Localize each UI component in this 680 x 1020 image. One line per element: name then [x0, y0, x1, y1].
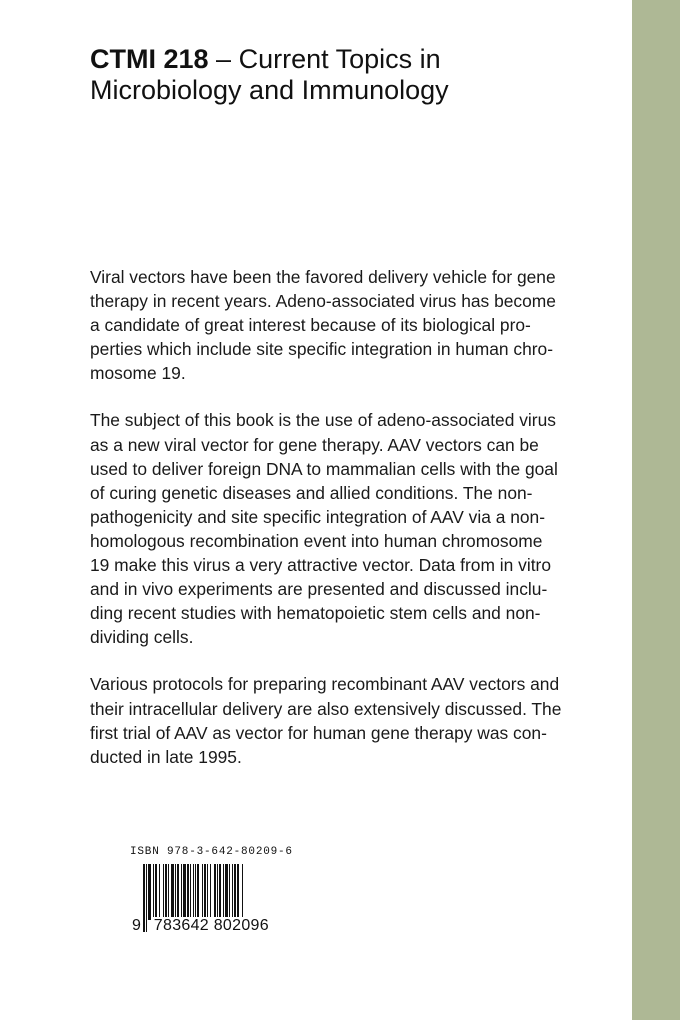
barcode-bar — [219, 864, 221, 920]
barcode-bar — [171, 864, 174, 920]
barcode-digits-rest: 783642 802096 — [153, 917, 269, 934]
barcode-bar — [210, 864, 211, 920]
barcode-bar — [163, 864, 164, 920]
barcode-digit-first: 9 — [132, 917, 141, 934]
series-title-line1: – Current Topics in — [208, 44, 441, 74]
barcode-bar — [214, 864, 216, 920]
barcode-bar — [181, 864, 182, 920]
barcode-bar — [204, 864, 206, 920]
barcode-bar — [197, 864, 199, 920]
series-title-line2: Microbiology and Immunology — [90, 75, 449, 105]
series-code: CTMI 218 — [90, 44, 209, 74]
isbn-label: ISBN 978-3-642-80209-6 — [130, 846, 293, 858]
barcode-bar — [237, 864, 239, 920]
barcode-bar — [155, 864, 157, 920]
barcode-bar — [234, 864, 236, 920]
spine-color-band — [632, 0, 680, 1020]
barcode-bar — [217, 864, 218, 920]
barcode-bar — [195, 864, 196, 920]
series-title — [90, 44, 610, 106]
barcode-bar — [232, 864, 233, 920]
barcode-bar — [223, 864, 224, 920]
barcode-bar — [148, 864, 151, 920]
barcode-bar — [229, 864, 230, 920]
barcode-bar — [175, 864, 176, 920]
barcode-bar — [190, 864, 191, 920]
barcode-bar — [177, 864, 179, 920]
barcode-bar — [165, 864, 167, 920]
blurb-paragraph-1: Viral vectors have been the favored delivery vehicle for gene therapy in recent years. Adeno-associated virus has become a candidate of great interest because of its biological pro- perties which include site specific integration in human chro- mosome 19. — [90, 267, 556, 384]
barcode-bar — [225, 864, 228, 920]
barcode-bar — [207, 864, 208, 920]
blurb — [90, 265, 600, 792]
barcode-digits — [130, 917, 271, 935]
barcode-bar — [153, 864, 154, 920]
barcode-bar — [168, 864, 169, 920]
barcode-bar — [202, 864, 203, 920]
blurb-paragraph-2: The subject of this book is the use of adeno-associated virus as a new viral vector for gene therapy. AAV vectors can be used to deliver foreign DNA to mammalian cells with the goal of curing genetic diseases and allied conditions. The non- pathogenicity and site specific integration of AAV via a non- homologous recombination event into human chromosome 19 make this virus a very attractive vector. Data from in vitro and in vivo experiments are presented and discussed inclu- ding recent studies with hematopoietic stem cells and non- dividing cells. — [90, 410, 558, 648]
barcode-bar — [187, 864, 189, 920]
blurb-paragraph-3: Various protocols for preparing recombinant AAV vectors and their intracellular delivery are also extensively discussed. The first trial of AAV as vector for human gene therapy was con- ducted in late 1995. — [90, 674, 562, 767]
barcode-bar — [183, 864, 186, 920]
barcode-bar — [159, 864, 160, 920]
